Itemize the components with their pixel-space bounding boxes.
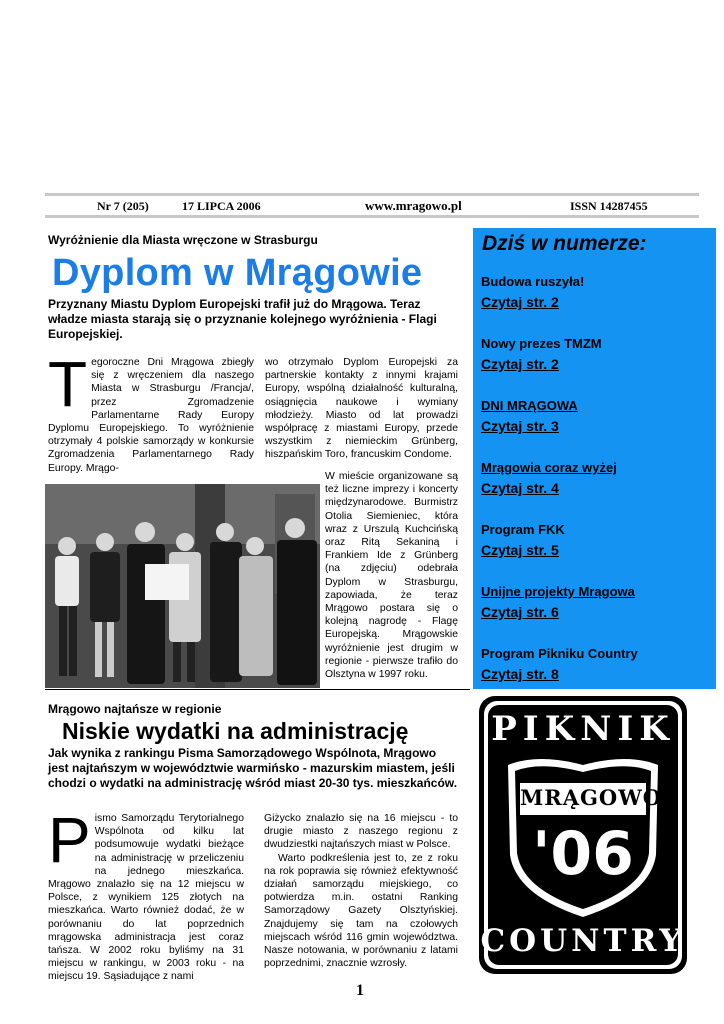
- article2-col2b-text: Warto podkreślenia jest to, ze z roku na rok poprawia się również efektywność działań samorządu miejskiego, co potwierdza m.in. ostatni Ranking Samorządowy Gazety Olsztyńskiej. Znajdujemy się tam na czołowych miejscach wśród 116 gmin województwa. Nasze notowania, w porównaniu z latami poprzednimi, znacznie wzrosły.: [264, 852, 458, 970]
- article2-lead: Jak wynika z rankingu Pisma Samorządowego Wspólnota, Mrągowo jest najtańszym w województwie warmińsko - mazurskim miastem, jeśli chodzi o wydatki na administrację wśród miast 20-30 tys. mieszkańców.: [48, 746, 458, 790]
- article2-column-2: [264, 812, 458, 970]
- sidebar-item-link[interactable]: Czytaj str. 5: [481, 542, 559, 558]
- article1-lead: Przyznany Miastu Dyplom Europejski trafił już do Mrągowa. Teraz władze miasta starają się o przyznanie kolejnego wyróżnienia - Flagi Europejskiej.: [48, 297, 437, 341]
- sidebar-item-title: Budowa ruszyła!: [481, 274, 585, 289]
- sidebar-title: Dziś w numerze:: [482, 232, 647, 255]
- logo-town-text: MRĄGOWO: [520, 785, 663, 810]
- article2-dropcap: P: [48, 804, 91, 876]
- sidebar-item-title: Program Pikniku Country: [481, 646, 638, 661]
- sidebar-item-link[interactable]: Czytaj str. 2: [481, 356, 559, 372]
- website[interactable]: www.mragowo.pl: [365, 198, 462, 213]
- sidebar-item-link[interactable]: Czytaj str. 2: [481, 294, 559, 310]
- sidebar-item-1[interactable]: [481, 274, 584, 310]
- sidebar-item-5[interactable]: [481, 522, 565, 558]
- issue-date: 17 LIPCA 2006: [182, 199, 261, 213]
- sidebar-item-title: Unijne projekty Mrągowa: [481, 584, 635, 599]
- sidebar-item-link[interactable]: Czytaj str. 3: [481, 418, 559, 434]
- header-rule-top: [45, 193, 699, 196]
- sidebar-item-link[interactable]: Czytaj str. 6: [481, 604, 559, 620]
- sidebar-item-title: DNI MRĄGOWA: [481, 398, 578, 413]
- sidebar-item-7[interactable]: [481, 646, 638, 682]
- logo-year-text: '06: [532, 819, 634, 889]
- award-photo: [45, 484, 320, 688]
- in-this-issue-sidebar: [473, 228, 716, 689]
- sidebar-item-4[interactable]: [481, 460, 617, 496]
- sidebar-item-3[interactable]: [481, 398, 578, 434]
- sidebar-item-6[interactable]: [481, 584, 635, 620]
- article1-column-1: [48, 348, 254, 475]
- article-divider: [45, 689, 470, 690]
- sidebar-item-link[interactable]: Czytaj str. 8: [481, 666, 559, 682]
- sidebar-item-2[interactable]: [481, 336, 602, 372]
- sidebar-item-title: Mrągowia coraz wyżej: [481, 460, 617, 475]
- sidebar-item-link[interactable]: Czytaj str. 4: [481, 480, 559, 496]
- article1-kicker: Wyróżnienie dla Miasta wręczone w Strasburgu: [48, 233, 318, 247]
- page-number: 1: [356, 982, 364, 999]
- piknik-country-logo: [478, 695, 688, 975]
- article2-col1-text: ismo Samorządu Terytorialnego Wspólnota od kilku lat podsumowuje wydatki bieżące na administrację w przeliczeniu na jednego mieszkańca. Mrągowo znalazło się na 12 miejscu w Polsce, z wynikiem 125 złotych na mieszkańca. Warto również dodać, że w porównaniu do lat poprzednich mrągowska administracja jest coraz tańsza. W 2002 roku byliśmy na 31 miejscu w rankingu, w 2003 roku - na miejscu 19. Sąsiadujące z nami: [48, 813, 244, 983]
- article2-title: Niskie wydatki na administrację: [62, 718, 409, 744]
- logo-bottom-text: COUNTRY: [480, 923, 686, 959]
- article1-title: Dyplom w Mrągowie: [52, 252, 423, 294]
- issue-number: Nr 7 (205): [97, 199, 149, 213]
- article2-col2a-text: Giżycko znalazło się na 16 miejscu - to drugie miasto z naszego regionu z dwudziestki najtańszych miast w Polsce.: [264, 813, 458, 851]
- header-rule-bottom: [45, 215, 699, 218]
- award-photo-image: [45, 484, 320, 688]
- article1-column-2a: wo otrzymało Dyplom Europejski za partnerskie kontakty z innymi krajami Europy, wspólną działalność kulturalną, osiągnięcia naukowe i wymiany młodzieży. Miasto od lat prowadzi współpracę z miastami Europy, przede wszystkim z niemieckim Grünberg, hiszpańskim Toro, francuskim Condome.: [265, 357, 458, 461]
- sidebar-item-title: Nowy prezes TMZM: [481, 336, 602, 351]
- logo-top-text: PIKNIK: [491, 709, 675, 749]
- article1-column-2b: W mieście organizowane są też liczne imprezy i koncerty międzynarodowe. Burmistrz Otolia Siemieniec, która wraz z Urszulą Kuchcińską oraz Ritą Sekaniną i Frankiem Ide z Grünberg (na zdjęciu) odebrała Dyplom w Strasburgu, zapowiada, że teraz Mrągowo postara się o kolejną nagrodę - Flagę Europejską. Mrągowskie wyróżnienie jest drugim w regionie - pierwsze trafiło do Olsztyna w 1997 roku.: [325, 471, 458, 681]
- issn: ISSN 14287455: [570, 199, 648, 213]
- article1-col1-text: egoroczne Dni Mrągowa zbiegły się z wręczeniem dla naszego Miasta w Strasburgu /Francja/, przez Zgromadzenie Parlamentarne Rady Europy Dyplomu Europejskiego. To wyróżnienie otrzymały 4 polskie samorządy w konkursie Zgromadzenia Parlamentarnego Rady Europy. Mrągo-: [48, 357, 254, 474]
- sidebar-item-title: Program FKK: [481, 522, 565, 537]
- article2-column-1: [48, 804, 244, 984]
- article1-dropcap: T: [48, 348, 88, 420]
- article2-kicker: Mrągowo najtańsze w regionie: [48, 702, 222, 716]
